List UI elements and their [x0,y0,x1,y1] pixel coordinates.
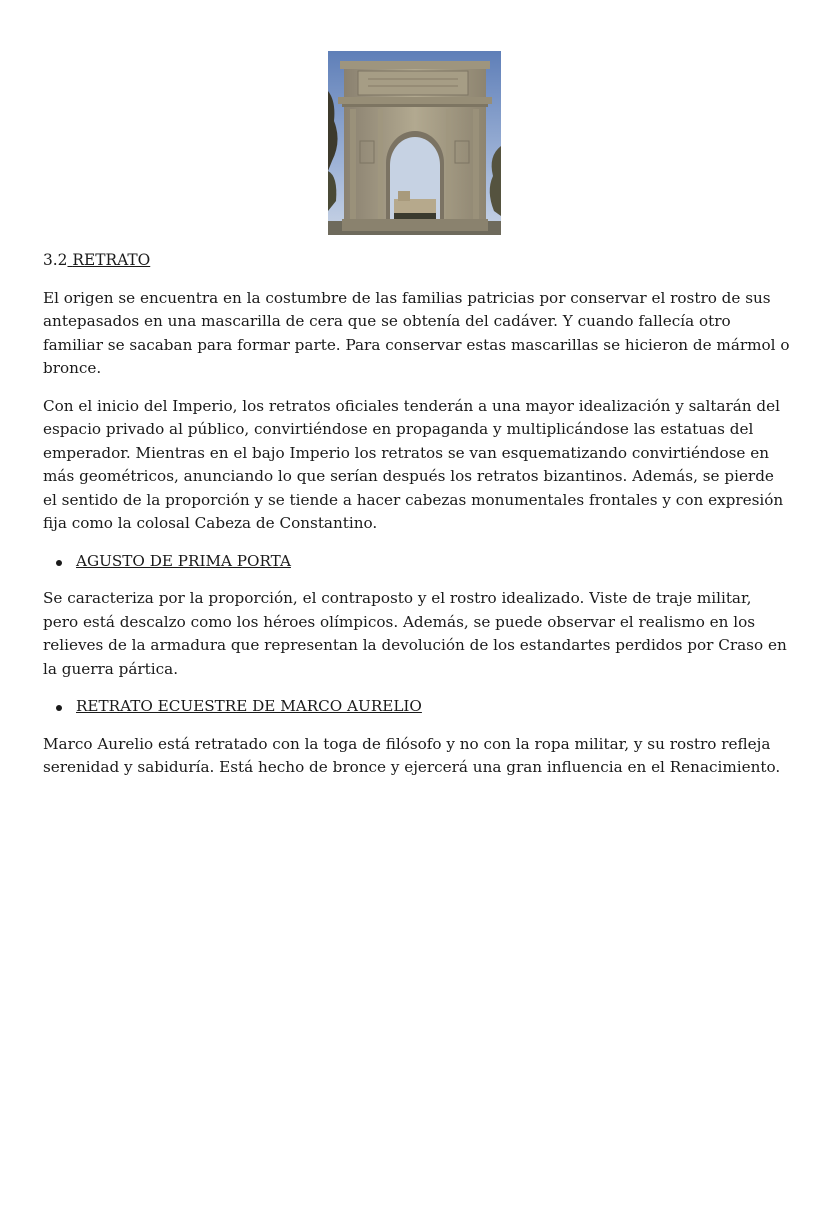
arch-of-titus-image [328,51,501,235]
paragraph-agusto: Se caracteriza por la proporción, el contraposto y el rostro idealizado. Viste de traje militar, pero está descalzo como los héroes olímpicos. Además, se puede observar el realismo en los relieves de la armadura que representan la devolución de los estandartes perdidos por Craso en la guerra pártica. [43,589,787,678]
document-body [43,249,791,794]
paragraph-origen: El origen se encuentra en la costumbre de las familias patricias por conservar el rostro de sus antepasados en una mascarilla de cera que se obtenía del cadáver. Y cuando fallecía otro familiar se sacaban para formar parte. Para conservar estas mascarillas se hicieron de mármol o bronce. [43,288,790,377]
section-title: RETRATO [72,251,151,269]
bullet-item [43,550,791,574]
paragraph-marco-aurelio: Marco Aurelio está retratado con la toga de filósofo y no con la ropa militar, y su rostro refleja serenidad y sabiduría. Está hecho de bronce y ejercerá una gran influencia en el Renacimiento. [43,734,781,776]
section-number: 3.2 [43,251,68,269]
bullet-icon [56,705,62,711]
bullet-title: RETRATO ECUESTRE DE MARCO AURELIO [76,697,422,715]
section-title-underline [67,251,150,269]
section-heading [43,249,791,273]
bullet-title: AGUSTO DE PRIMA PORTA [76,551,291,570]
paragraph-imperio: Con el inicio del Imperio, los retratos oficiales tenderán a una mayor idealización y saltarán del espacio privado al público, convirtiéndose en propaganda y multiplicándose las estatuas del emperador. Mientras en el bajo Imperio los retratos se van esquematizando convirtiéndose en más geométricos, anunciando lo que serían después los retratos bizantinos. Además, se pierde el sentido de la proporción y se tiende a hacer cabezas monumentales frontales y con expresión fija como la colosal Cabeza de Constantino. [43,396,784,532]
bullet-item [43,695,791,719]
arch-of-titus-icon [328,51,501,235]
bullet-icon [56,560,62,566]
